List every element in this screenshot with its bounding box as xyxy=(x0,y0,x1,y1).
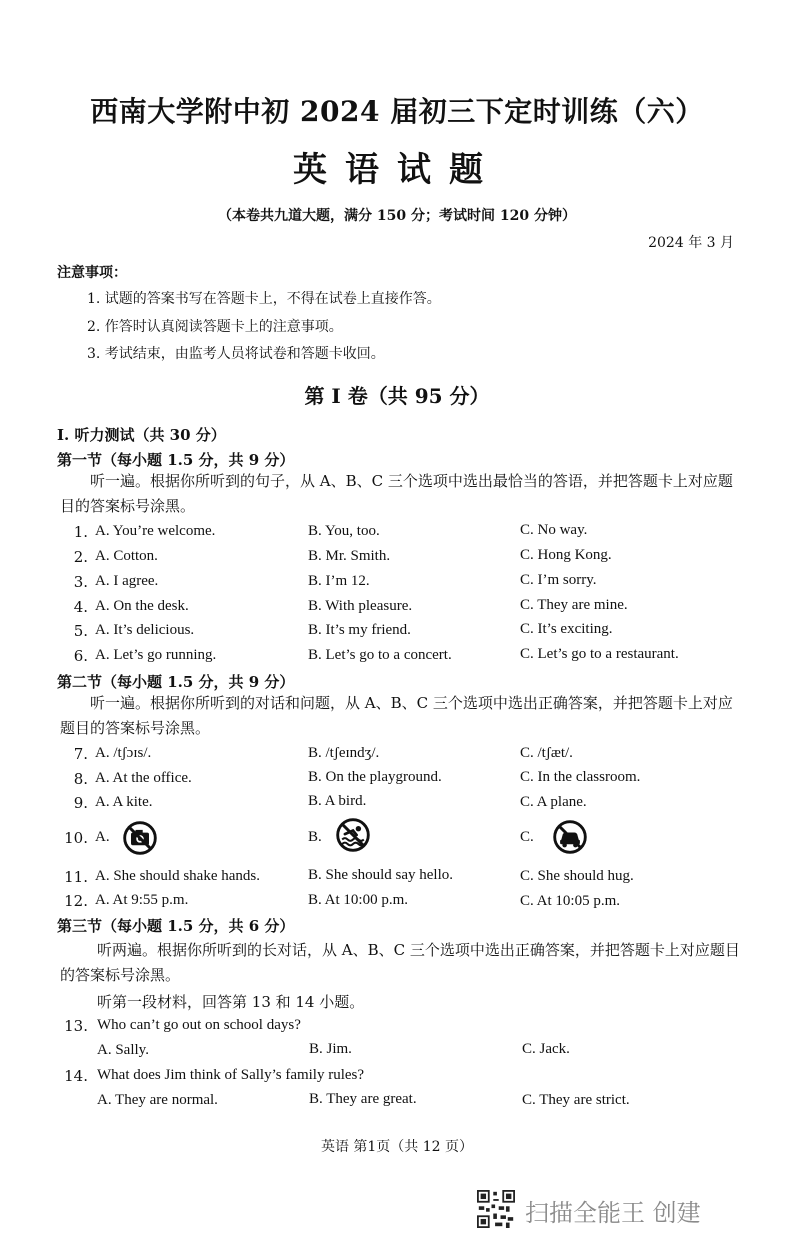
qr-code-icon xyxy=(477,1190,515,1228)
option-b: B. Mr. Smith. xyxy=(308,548,391,564)
option-a: A. A kite. xyxy=(95,794,153,810)
note-item: 2. 作答时认真阅读答题卡上的注意事项。 xyxy=(87,319,343,335)
question-number: 9. xyxy=(73,794,88,812)
part3-heading: 第三节（每小题 1.5 分，共 6 分） xyxy=(57,917,295,935)
option-b: B. On the playground. xyxy=(308,769,442,785)
option-a: A. Cotton. xyxy=(95,548,158,564)
option-c: C. I’m sorry. xyxy=(520,572,597,588)
scanner-watermark: 扫描全能王 创建 xyxy=(525,1199,701,1227)
question-text: Who can’t go out on school days? xyxy=(97,1017,301,1033)
option-a: A. Sally. xyxy=(97,1042,149,1058)
part2-instruction: 听一遍。根据你所听到的对话和问题，从 A、B、C 三个选项中选出正确答案，并把答题卡上对应题目的答案标号涂黑。 xyxy=(60,694,733,737)
listening-heading: I. 听力测试（共 30 分） xyxy=(57,426,226,444)
option-a: A. You’re welcome. xyxy=(95,523,216,539)
option-c: C. Jack. xyxy=(522,1041,570,1057)
option-c: C. She should hug. xyxy=(520,868,634,884)
option-c: C. No way. xyxy=(520,522,588,538)
question-number: 10. xyxy=(64,829,88,847)
part3-material: 听第一段材料，回答第 13 和 14 小题。 xyxy=(97,993,365,1011)
option-a: A. I agree. xyxy=(95,573,159,589)
part1-instruction: 听一遍。根据你所听到的句子，从 A、B、C 三个选项中选出最恰当的答语，并把答题卡上对应题目的答案标号涂黑。 xyxy=(60,472,733,515)
question-number: 12. xyxy=(64,892,88,910)
option-b: B. At 10:00 p.m. xyxy=(308,892,409,908)
option-c: C. They are strict. xyxy=(522,1092,630,1108)
option-a: A. Let’s go running. xyxy=(95,647,217,663)
option-b: B. Jim. xyxy=(309,1041,352,1057)
option-a: A. She should shake hands. xyxy=(95,868,260,884)
exam-info: （本卷共九道大题，满分 150 分；考试时间 120 分钟） xyxy=(218,208,576,224)
option-a: A. At 9:55 p.m. xyxy=(95,892,189,908)
exam-title: 西南大学附中初 2024 届初三下定时训练（六） xyxy=(90,95,704,128)
note-item: 3. 考试结束，由监考人员将试卷和答题卡收回。 xyxy=(87,346,385,362)
no-car-icon xyxy=(552,819,588,855)
option-c: C. Let’s go to a restaurant. xyxy=(520,646,679,662)
option-c: C. At 10:05 p.m. xyxy=(520,893,621,909)
option-b: B. They are great. xyxy=(309,1091,417,1107)
option-c: C. /tʃæt/. xyxy=(520,745,573,761)
option-b: B. /tʃeɪndʒ/. xyxy=(308,745,380,761)
option-c: C. It’s exciting. xyxy=(520,621,613,637)
option-b: B. xyxy=(308,829,322,845)
option-b: B. She should say hello. xyxy=(308,867,453,883)
no-swimming-icon xyxy=(335,817,371,853)
question-number: 14. xyxy=(64,1067,88,1085)
question-number: 5. xyxy=(73,622,88,640)
page-footer: 英语 第1页（共 12 页） xyxy=(320,1139,474,1155)
subject-title: 英语试题 xyxy=(293,150,501,190)
option-a: A. It’s delicious. xyxy=(95,622,195,638)
section-title: 第 I 卷（共 95 分） xyxy=(304,384,490,408)
option-b: B. I’m 12. xyxy=(308,573,370,589)
option-a: A. At the office. xyxy=(95,770,192,786)
question-number: 8. xyxy=(73,770,88,788)
option-c: C. Hong Kong. xyxy=(520,547,612,563)
question-number: 4. xyxy=(73,598,88,616)
option-c: C. They are mine. xyxy=(520,597,628,613)
question-number: 11. xyxy=(64,868,88,886)
note-item: 1. 试题的答案书写在答题卡上，不得在试卷上直接作答。 xyxy=(87,291,441,307)
option-c: C. A plane. xyxy=(520,794,587,810)
option-a: A. /tʃɔɪs/. xyxy=(95,745,152,761)
question-text: What does Jim think of Sally’s family rules? xyxy=(97,1067,365,1083)
option-b: B. You, too. xyxy=(308,523,380,539)
option-c: C. xyxy=(520,829,534,845)
part3-instruction: 听两遍。根据你所听到的长对话，从 A、B、C 三个选项中选出正确答案，并把答题卡上对应题目的答案标号涂黑。 xyxy=(60,941,740,984)
option-a: A. They are normal. xyxy=(97,1092,218,1108)
option-a: A. On the desk. xyxy=(95,598,189,614)
question-number: 6. xyxy=(73,647,88,665)
no-camera-icon xyxy=(122,820,158,856)
question-number: 2. xyxy=(73,548,88,566)
question-number: 3. xyxy=(73,573,88,591)
part2-heading: 第二节（每小题 1.5 分，共 9 分） xyxy=(57,673,295,691)
question-number: 13. xyxy=(64,1017,88,1035)
option-a: A. xyxy=(95,829,110,845)
option-c: C. In the classroom. xyxy=(520,769,641,785)
question-number: 1. xyxy=(73,523,88,541)
option-b: B. It’s my friend. xyxy=(308,622,411,638)
option-b: B. With pleasure. xyxy=(308,598,413,614)
part1-heading: 第一节（每小题 1.5 分，共 9 分） xyxy=(57,451,295,469)
option-b: B. A bird. xyxy=(308,793,367,809)
question-number: 7. xyxy=(73,745,88,763)
option-b: B. Let’s go to a concert. xyxy=(308,647,452,663)
exam-date: 2024 年 3 月 xyxy=(648,235,734,251)
notes-heading: 注意事项： xyxy=(57,265,127,281)
